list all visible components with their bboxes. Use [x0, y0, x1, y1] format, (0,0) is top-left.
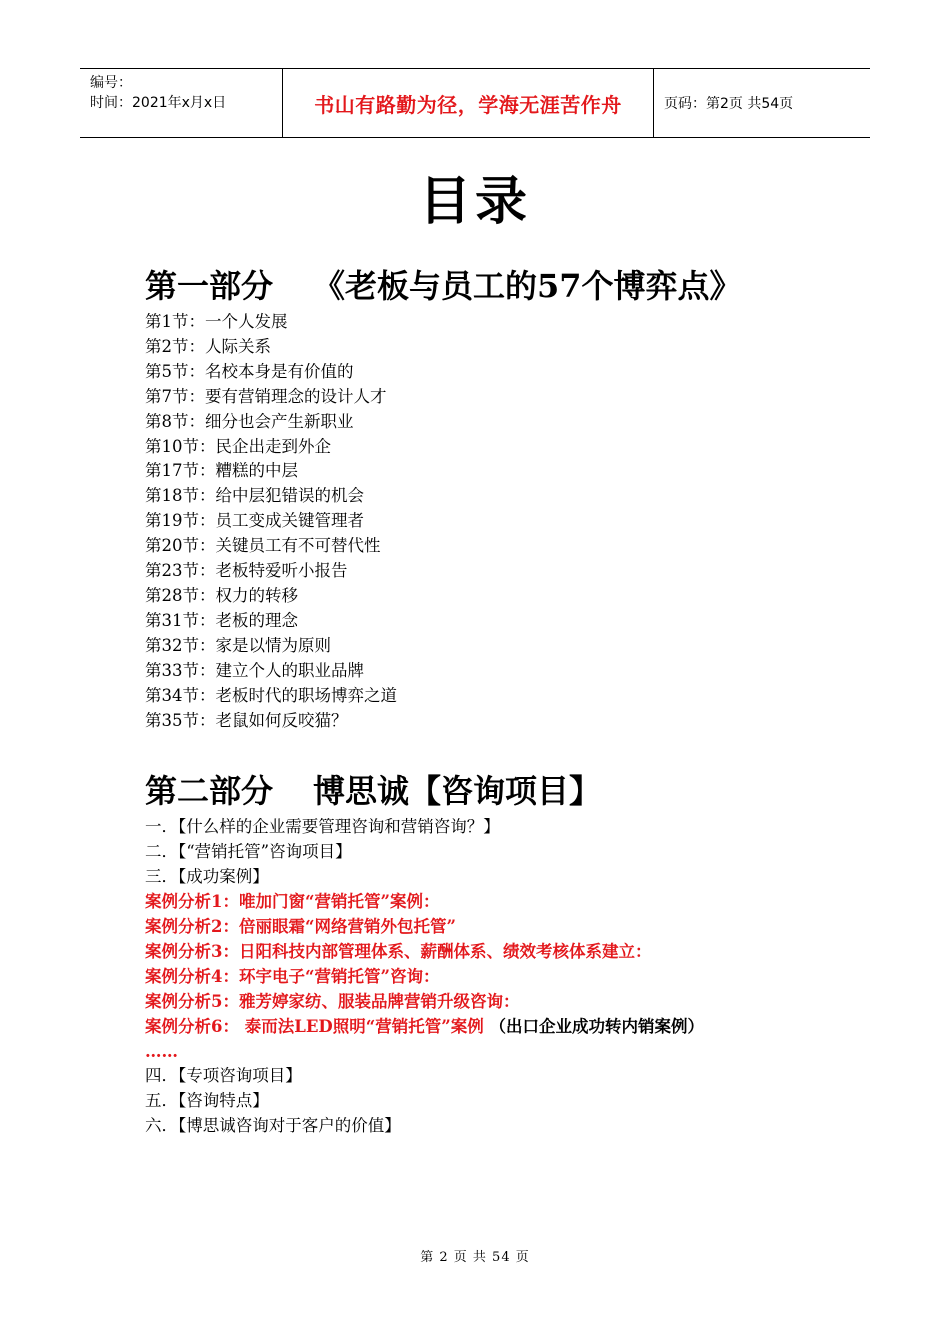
toc-item: 第23节：老板特爱听小报告 [145, 561, 348, 581]
part2-heading-b: 博思诚【咨询项目】 [313, 772, 602, 811]
case6-title: 案例分析6： 泰而法LED照明“营销托管”案例 [145, 1016, 490, 1036]
part2-heading-a: 第二部分 [145, 772, 274, 811]
part2-list [145, 815, 845, 1139]
part1-heading-a: 第一部分 [145, 267, 274, 305]
toc-item: 第7节：要有营销理念的设计人才 [145, 386, 387, 406]
toc-item: 第33节：建立个人的职业品牌 [145, 660, 364, 680]
toc-item: 五．【咨询特点】 [145, 1091, 269, 1111]
toc-item: 一．【什么样的企业需要管理咨询和营销咨询？】 [145, 817, 500, 837]
page-footer: 第 2 页 共 54 页 [420, 1250, 530, 1265]
toc-item: 第17节：糟糕的中层 [145, 461, 298, 481]
header-meta [80, 69, 282, 137]
toc-item: 四．【专项咨询项目】 [145, 1066, 302, 1086]
toc-item: 第8节：细分也会产生新职业 [145, 411, 354, 431]
toc-item: 第1节：一个人发展 [145, 312, 288, 331]
case-item: 案例分析2：倍丽眼霜“网络营销外包托管” [145, 917, 456, 937]
ellipsis: …… [145, 1041, 178, 1061]
case-item: 案例分析3：日阳科技内部管理体系、薪酬体系、绩效考核体系建立： [145, 941, 652, 961]
date-label: 时间：2021年x月x日 [90, 95, 227, 111]
toc-item: 三．【成功案例】 [145, 867, 269, 887]
part1-heading-b: 《老板与员工的57个博弈点》 [313, 267, 742, 305]
toc-item: 第31节：老板的理念 [145, 610, 298, 630]
toc-item: 第32节：家是以情为原则 [145, 635, 331, 655]
toc-item: 第2节：人际关系 [145, 336, 271, 356]
page-title: 目录 [418, 172, 531, 232]
toc-item: 第35节：老鼠如何反咬猫？ [145, 710, 348, 730]
toc-item: 第34节：老板时代的职场博弈之道 [145, 685, 397, 705]
part1-heading [145, 262, 845, 310]
case6-note: （出口企业成功转内销案例） [489, 1016, 704, 1036]
toc-item: 第10节：民企出走到外企 [145, 436, 331, 456]
toc-item: 六．【博思诚咨询对于客户的价值】 [145, 1116, 401, 1136]
toc-item: 第20节：关键员工有不可替代性 [145, 536, 381, 556]
toc-item: 第19节：员工变成关键管理者 [145, 511, 364, 531]
header-page-label: 页码：第2页 共54页 [664, 96, 794, 112]
toc-content [145, 262, 845, 1139]
toc-item: 二．【“营销托管”咨询项目】 [145, 842, 352, 862]
case-item: 案例分析1：唯加门窗“营销托管”案例： [145, 892, 440, 912]
number-label: 编号： [90, 75, 132, 91]
part2-heading [145, 767, 845, 815]
page-header [80, 68, 870, 138]
case-item: 案例分析5：雅芳婷家纺、服装品牌营销升级咨询： [145, 991, 520, 1011]
case-item: 案例分析4：环宇电子“营销托管”咨询： [145, 966, 440, 986]
toc-item: 第5节：名校本身是有价值的 [145, 361, 354, 381]
case-item-6 [145, 1015, 845, 1040]
toc-item: 第18节：给中层犯错误的机会 [145, 486, 364, 506]
header-motto: 书山有路勤为径，学海无涯苦作舟 [282, 69, 654, 137]
part1-list [145, 310, 845, 733]
toc-item: 第28节：权力的转移 [145, 585, 298, 605]
